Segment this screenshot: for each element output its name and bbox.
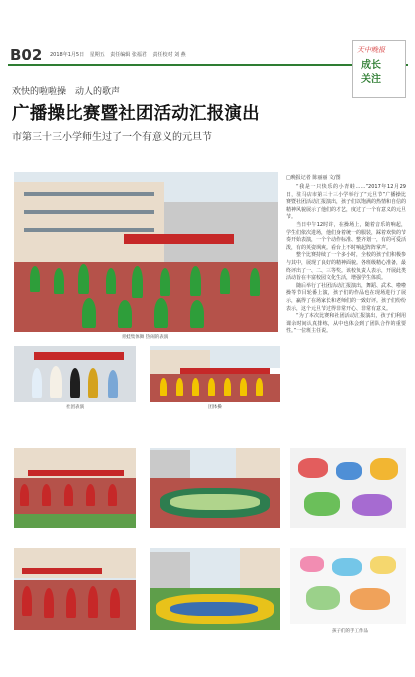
section-title-line1: 成长 bbox=[361, 60, 381, 71]
byline: □晚报记者 陈丽丽 文/图 bbox=[286, 175, 341, 181]
photo-row3-left bbox=[14, 448, 136, 528]
photo-dance bbox=[14, 346, 136, 402]
photo-crafts-2 bbox=[290, 548, 406, 624]
article-paragraph: “我是一只快乐的小青蛙……”2017年12月29日，驻马店市第三十三小学举行了“元旦节”广播操比赛暨社团活动汇报演出，孩子们以饱满的热情和自信的精神风貌展示了他们的才艺，度过了一个有意义的元旦节。 bbox=[286, 184, 407, 221]
article-paragraph: “为了本次比赛和社团活动汇报演出，孩子们利用课余时间认真排练，从中也体会到了团队合作的重要性。”一位班主任说。 bbox=[286, 313, 406, 335]
photo-row4-left bbox=[14, 548, 136, 630]
main-photo bbox=[14, 172, 278, 332]
photo-row3-mid bbox=[150, 448, 280, 528]
issue-date: 2018年1月5日 bbox=[50, 52, 85, 58]
kicker: 欢快的啦啦操 动人的歌声 bbox=[12, 87, 121, 97]
section-title bbox=[361, 59, 381, 87]
article-paragraph: 当日中午12时许，在操场上，随着音乐的响起，学生们依次进场，他们身着统一的服装，踩着欢快的节奏开始表演，一个个动作标准、整齐划一，有的可爱活泼，有的英姿飒爽。看台上不时响起阵阵掌声。 bbox=[286, 221, 407, 251]
headline: 广播操比赛暨社团活动汇报演出 bbox=[12, 104, 260, 124]
caption-crafts: 孩子们的手工作品 bbox=[332, 629, 368, 634]
page-number: B02 bbox=[10, 46, 43, 64]
subhead: 市第三十三小学师生过了一个有意义的元旦节 bbox=[12, 132, 212, 143]
proofreader: 责任校对 刘 燕 bbox=[152, 52, 186, 58]
section-tag bbox=[352, 40, 406, 98]
article-paragraph: 整个比赛持续了一个多小时，全校的孩子们积极参与其中，展现了良好的精神面貌。各班级精心准备，最终评出了一、二、三等奖。该校负责人表示，开展此类活动旨在丰富校园文化生活，增强学生体质。 bbox=[286, 252, 407, 282]
issue-meta bbox=[50, 51, 190, 58]
editor: 责任编辑 张福君 bbox=[110, 52, 147, 58]
issue-weekday: 星期五 bbox=[89, 52, 105, 58]
photo-row4-mid bbox=[150, 548, 280, 630]
photo-crafts-1 bbox=[290, 448, 406, 528]
caption-main: 青蛙集体舞 热闹的表演 bbox=[121, 335, 169, 340]
section-title-line2: 关注 bbox=[361, 74, 381, 85]
article-body bbox=[286, 184, 406, 336]
section-brand: 天中晚报 bbox=[357, 46, 385, 54]
photo-drill bbox=[150, 346, 280, 402]
caption-dance: 社团表演 bbox=[66, 405, 84, 410]
article-paragraph: 随后举行了社团活动汇报演出，舞蹈、武术、啦啦操等节目轮番上演，孩子们的作品也在现场进行了展示，赢得了在场家长和老师们的一致好评。孩子们纷纷表示，这个元旦节过得非常开心、非常有意义。 bbox=[286, 282, 407, 312]
caption-drill: 团体操 bbox=[208, 405, 222, 410]
page-header bbox=[8, 44, 408, 66]
